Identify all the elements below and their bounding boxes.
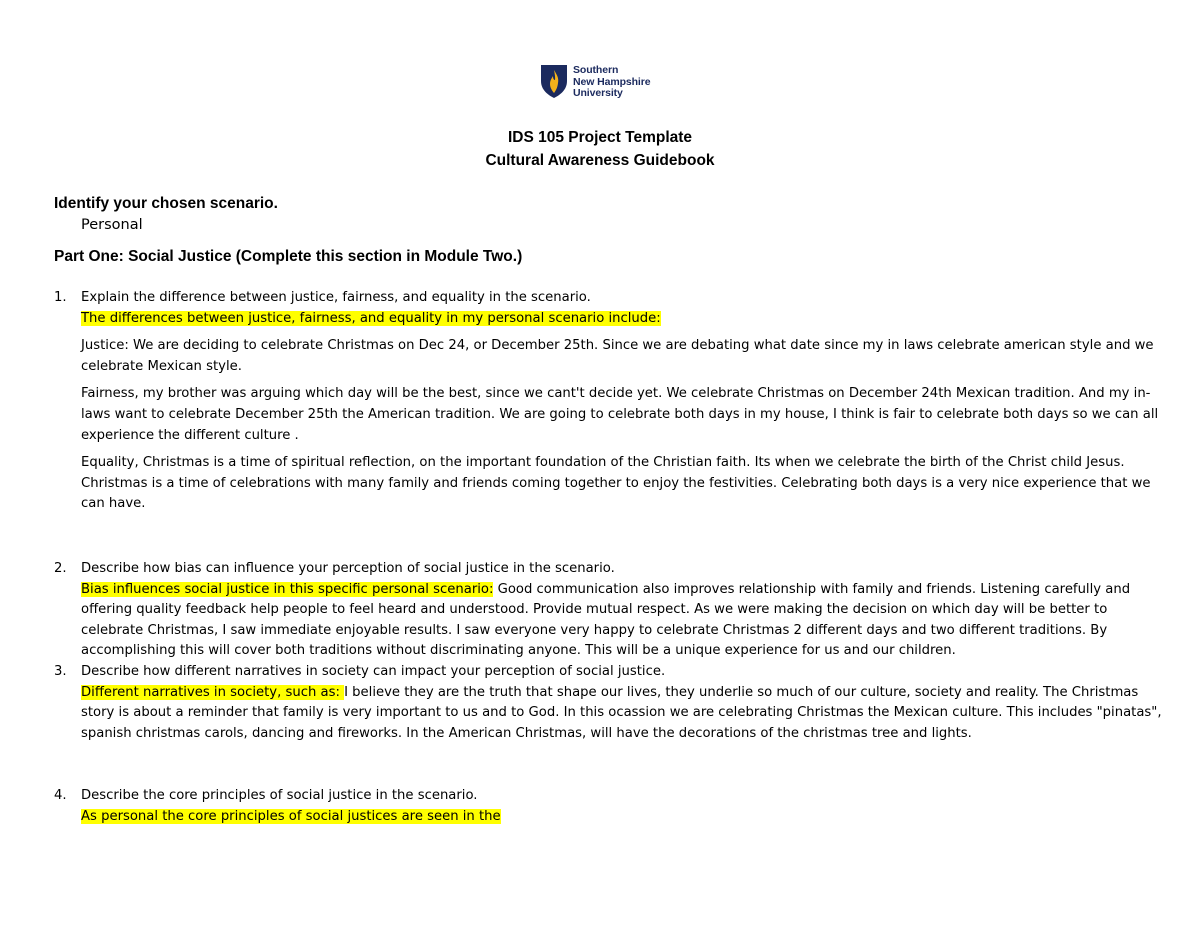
- question-4: [54, 786, 1164, 827]
- document-title: IDS 105 Project Template: [507, 129, 693, 146]
- highlighted-answer-lead: As personal the core principles of social justices are seen in the: [81, 808, 501, 824]
- question-3: [54, 662, 1164, 744]
- highlighted-answer-lead: Bias influences social justice in this specific personal scenario:: [81, 581, 494, 597]
- document-subtitle: Cultural Awareness Guidebook: [485, 152, 715, 169]
- part-one-heading: Part One: Social Justice (Complete this section in Module Two.): [54, 248, 523, 265]
- university-logo: [540, 64, 650, 100]
- scenario-heading: Identify your chosen scenario.: [54, 195, 278, 212]
- answer-paragraph-equality: Equality, Christmas is a time of spiritual reflection, on the important foundation of the Christian faith. Its when we celebrate the birth of the Christ child Jesus. Christmas is a time of celebrations with many family and friends coming together to enjoy the festivities. Celebrating both days is a very nice experience that we can have.: [81, 455, 1151, 512]
- logo-wordmark: [573, 65, 650, 100]
- logo-line-1: Southern: [573, 64, 619, 76]
- question-prompt: Describe how different narratives in society can impact your perception of social justice.: [81, 664, 666, 679]
- answer-text: I believe they are the truth that shape our lives, they underlie so much of our culture, society and reality. The Christmas story is about a reminder that family is very important to us and to God. In this ocassion we are celebrating Christmas the Mexican culture. This includes "pinatas", spanish christmas carols, dancing and fireworks. In the American Christmas, will have the decorations of the christmas tree and lights.: [81, 684, 1162, 741]
- question-1: [54, 288, 1164, 515]
- scenario-value: Personal: [81, 217, 143, 233]
- question-prompt: Explain the difference between justice, fairness, and equality in the scenario.: [81, 290, 591, 305]
- question-prompt: Describe how bias can influence your perception of social justice in the scenario.: [81, 561, 615, 576]
- answer-paragraph-justice: Justice: We are deciding to celebrate Christmas on Dec 24, or December 25th. Since we are debating what date since my in laws celebrate american style and we celebrate Mexican style.: [81, 338, 1154, 374]
- question-2: [54, 559, 1164, 662]
- logo-line-2: New Hampshire: [573, 75, 651, 88]
- question-number: 1.: [54, 290, 67, 305]
- question-number: 4.: [54, 788, 67, 803]
- question-number: 3.: [54, 664, 67, 679]
- answer-paragraph-fairness: Fairness, my brother was arguing which day will be the best, since we cant't decide yet. We celebrate Christmas on December 24th Mexican tradition. And my in-laws want to celebrate December 25th the American tradition. We are going to celebrate both days in my house, I think is fair to celebrate both days so we can all experience the different culture .: [81, 386, 1159, 443]
- shield-flame-icon: [540, 64, 568, 99]
- answer-text: Good communication also improves relationship with family and friends. Listening carefully and offering quality feedback help people to feel heard and understood. Provide mutual respect. As we were making the decision on which day will be better to celebrate Christmas, I saw immediate enjoyable results. I saw everyone very happy to celebrate Christmas 2 different days and two different traditions. By accomplishing this will cover both traditions without discriminating anyone. This will be a unique experience for us and our children.: [81, 581, 1131, 659]
- highlighted-answer-lead: The differences between justice, fairness, and equality in my personal scenario include:: [81, 310, 661, 326]
- highlighted-answer-lead: Different narratives in society, such as:: [81, 684, 345, 700]
- question-prompt: Describe the core principles of social justice in the scenario.: [81, 788, 478, 803]
- question-number: 2.: [54, 561, 67, 576]
- logo-line-3: University: [573, 87, 623, 99]
